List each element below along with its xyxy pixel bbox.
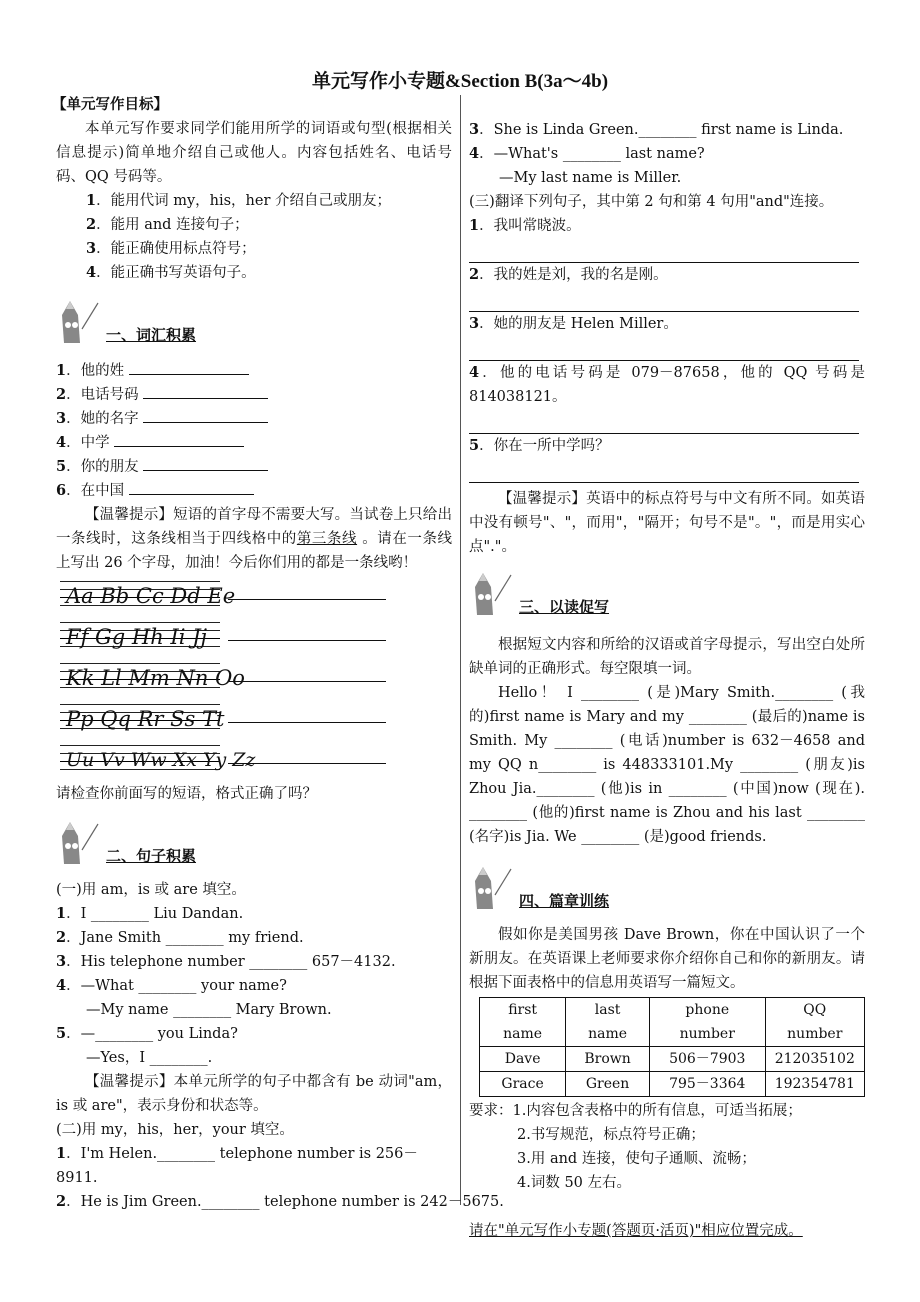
answer-line[interactable] [469, 458, 859, 483]
section1-header [56, 297, 452, 353]
vocab-item: 5．你的朋友 [56, 455, 452, 479]
partB-heading: (二)用 my，his，her，your 填空。 [56, 1122, 294, 1138]
section2-header [56, 818, 452, 874]
table-header: first name [480, 998, 566, 1047]
alphabet-practice [56, 577, 452, 782]
vocab-item: 2．电话号码 [56, 383, 452, 407]
answer-blank[interactable] [228, 640, 386, 641]
answer-blank[interactable] [143, 408, 268, 423]
section3-header [469, 569, 865, 625]
table-cell: Dave [480, 1047, 566, 1072]
section4-header [469, 863, 865, 919]
section4-heading: 四、篇章训练 [519, 892, 610, 910]
table-cell: Grace [480, 1072, 566, 1097]
info-table [479, 997, 865, 1097]
answer-blank[interactable] [228, 763, 386, 764]
partC-item: 4．他的电话号码是 079－87658，他的 QQ 号码是 814038121。 [469, 364, 866, 405]
pencil-mascot-icon [56, 297, 100, 347]
answer-blank[interactable] [129, 480, 254, 495]
answer-blank[interactable] [143, 384, 268, 399]
section1-heading: 一、词汇积累 [106, 326, 197, 344]
table-cell: 795－3364 [649, 1072, 765, 1097]
partA-item: 3．His telephone number ________ 657－4132. [56, 953, 396, 970]
alphabet-row: Pp Qq Rr Ss Tt [56, 700, 452, 741]
pencil-mascot-icon [469, 569, 513, 619]
table-cell: Brown [566, 1047, 650, 1072]
partA-item: 1．I ________ Liu Dandan. [56, 905, 244, 922]
table-header: phone number [649, 998, 765, 1047]
vocab-item: 6．在中国 [56, 479, 452, 503]
partB-item-line2: —My last name is Miller. [499, 170, 682, 186]
tip-be-verb: 【温馨提示】本单元所学的句子中都含有 be 动词"am，is 或 are"，表示身份和状态等。 [56, 1074, 452, 1114]
answer-blank[interactable] [228, 681, 386, 682]
left-column [52, 93, 504, 1214]
answer-blank[interactable] [228, 599, 386, 600]
partB-item: 3．She is Linda Green.________ first name is Linda. [469, 121, 844, 138]
partB-continued [469, 94, 865, 118]
table-cell: 212035102 [765, 1047, 864, 1072]
partA-heading: (一)用 am，is 或 are 填空。 [56, 882, 246, 898]
answer-line[interactable] [469, 287, 859, 312]
alphabet-row: Aa Bb Cc Dd Ee [56, 577, 452, 618]
partB-item: 4．—What's ________ last name? [469, 145, 705, 162]
table-header: last name [566, 998, 650, 1047]
tip-punctuation: 【温馨提示】英语中的标点符号与中文有所不同。如英语中没有顿号"、"，而用"，"隔开；句号不是"。"，而是用实心点"."。 [469, 491, 865, 555]
goals-list [56, 189, 452, 285]
partC-item: 1．我叫常晓波。 [469, 217, 581, 234]
table-cell: 192354781 [765, 1072, 864, 1097]
partC-heading: (三)翻译下列句子，其中第 2 句和第 4 句用"and"连接。 [469, 194, 834, 210]
partA-item: 2．Jane Smith ________ my friend. [56, 929, 304, 946]
goal-item: 2．能用 and 连接句子； [86, 216, 249, 233]
partC-item: 2．我的姓是刘，我的名是刚。 [469, 266, 668, 283]
pencil-mascot-icon [56, 818, 100, 868]
answer-blank[interactable] [143, 456, 268, 471]
section3-passage: Hello！ I ________ (是)Mary Smith.________ (我的)first name is Mary and my ________ (最后的)name is Smith. My ________ (电话)number is 632－4658 and my QQ n________ is 448333101.My ________ (朋友)is Zhou Jia.________ (他)is in ________ (中国)now (现在). ________ (他的)first name is Zhou and his last ________ (名字)is Jia. We ________ (是)good friends. [469, 685, 865, 845]
alphabet-row: Ff Gg Hh Ii Jj [56, 618, 452, 659]
goals-heading: 【单元写作目标】 [52, 96, 168, 113]
answer-line[interactable] [469, 238, 859, 263]
table-header: QQ number [765, 998, 864, 1047]
answer-line[interactable] [469, 409, 859, 434]
requirement: 要求：1.内容包含表格中的所有信息，可适当拓展； [469, 1103, 802, 1119]
partB-item: 1．I'm Helen.________ telephone number is 256－8911. [56, 1145, 418, 1186]
table-row [480, 1072, 865, 1097]
footer-note: 请在"单元写作小专题(答题页·活页)"相应位置完成。 [469, 1223, 803, 1239]
requirement: 3.用 and 连接，使句子通顺、流畅； [517, 1151, 756, 1167]
partB-item: 2．He is Jim Green.________ telephone number is 242－5675. [56, 1193, 504, 1210]
partC-item: 5．你在一所中学吗？ [469, 437, 610, 454]
alphabet-row: Uu Vv Ww Xx Yy Zz [56, 741, 452, 782]
answer-blank[interactable] [114, 432, 244, 447]
vocab-item: 1．他的姓 [56, 359, 452, 383]
requirement: 4.词数 50 左右。 [517, 1175, 632, 1191]
requirement: 2.书写规范，标点符号正确； [517, 1127, 705, 1143]
goal-item: 3．能正确使用标点符号； [86, 240, 256, 257]
vocab-list [56, 359, 452, 503]
table-row [480, 1047, 865, 1072]
column-divider [460, 95, 461, 1205]
table-cell: 506－7903 [649, 1047, 765, 1072]
section4-instruction: 假如你是美国男孩 Dave Brown，你在中国认识了一个新朋友。在英语课上老师要求你介绍你自己和你的新朋友。请根据下面表格中的信息用英语写一篇短文。 [469, 927, 865, 991]
answer-blank[interactable] [228, 722, 386, 723]
partA-item: 5．—________ you Linda? [56, 1025, 238, 1042]
section2-heading: 二、句子积累 [106, 847, 197, 865]
table-cell: Green [566, 1072, 650, 1097]
partA-item-line2: —My name ________ Mary Brown. [86, 1002, 332, 1018]
goals-intro: 本单元写作要求同学们能用所学的词语或句型(根据相关信息提示)简单地介绍自己或他人。内容包括姓名、电话号码、QQ 号码等。 [56, 121, 452, 185]
table-header-row [480, 998, 865, 1047]
partC-item: 3．她的朋友是 Helen Miller。 [469, 315, 678, 332]
check-note: 请检查你前面写的短语，格式正确了吗？ [56, 786, 317, 802]
partA-item-line2: —Yes，I ________. [86, 1050, 213, 1066]
pencil-mascot-icon [469, 863, 513, 913]
section3-heading: 三、以读促写 [519, 598, 610, 616]
vocab-item: 4．中学 [56, 431, 452, 455]
section3-instruction: 根据短文内容和所给的汉语或首字母提示，写出空白处所缺单词的正确形式。每空限填一词。 [469, 637, 865, 677]
goal-item: 1．能用代词 my，his，her 介绍自己或朋友； [86, 192, 392, 209]
tip-capitalization: 【温馨提示】短语的首字母不需要大写。当试卷上只给出一条线时，这条线相当于四线格中的第三条线 。请在一条线上写出 26 个字母，加油！今后你们用的都是一条线哟！ [56, 507, 453, 571]
partA-item: 4．—What ________ your name? [56, 977, 287, 994]
alphabet-row: Kk Ll Mm Nn Oo [56, 659, 452, 700]
goal-item: 4．能正确书写英语句子。 [86, 264, 256, 281]
answer-line[interactable] [469, 336, 859, 361]
answer-blank[interactable] [129, 360, 249, 375]
vocab-item: 3．她的名字 [56, 407, 452, 431]
page-title: 单元写作小专题&Section B(3a～4b) [311, 71, 609, 92]
right-column [469, 94, 865, 1243]
